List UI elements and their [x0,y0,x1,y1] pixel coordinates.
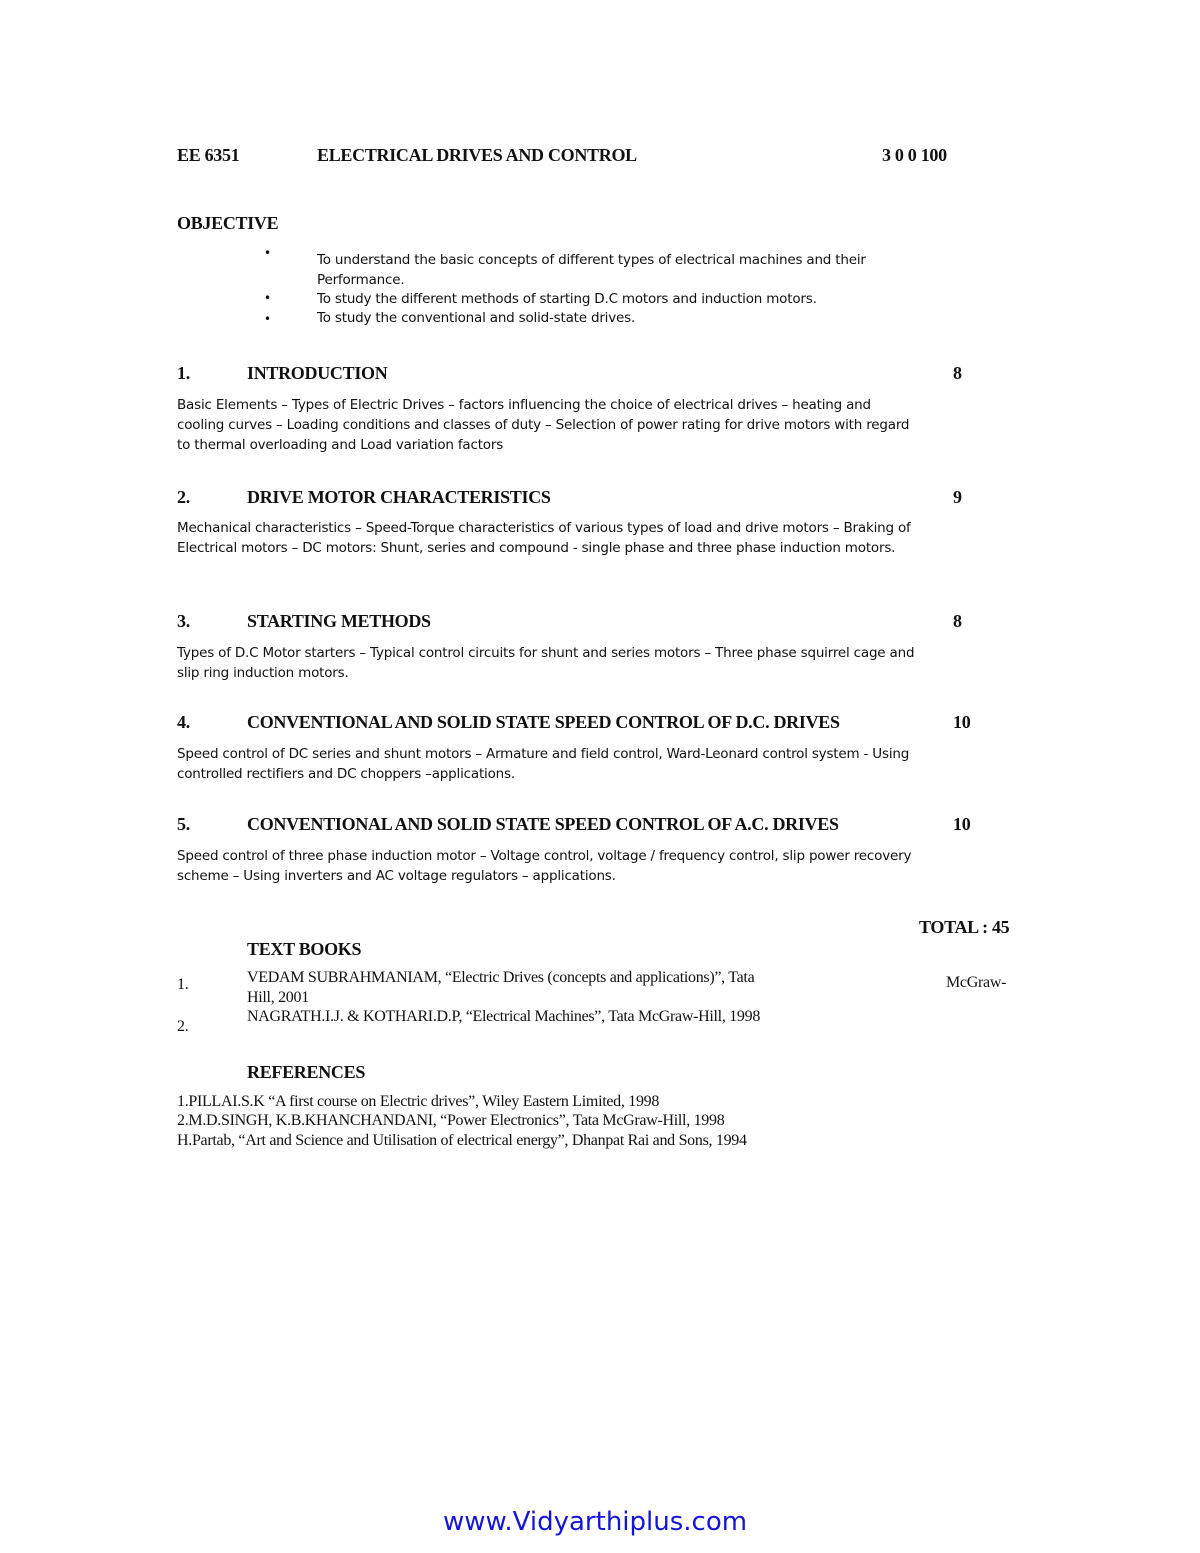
unit-hours: 9 [953,487,962,507]
bullet-icon: • [264,312,272,326]
objective-heading: OBJECTIVE [177,213,279,233]
reference-item: 2.M.D.SINGH, K.B.KHANCHANDANI, “Power Electronics”, Tata McGraw-Hill, 1998 [177,1112,725,1129]
unit-number: 1. [177,363,190,383]
course-code: EE 6351 [177,145,240,165]
textbook-item-continuation: McGraw- [946,974,1007,991]
unit-hours: 8 [953,611,962,631]
textbook-item: Hill, 2001 [247,989,309,1006]
unit-title: STARTING METHODS [247,611,431,631]
reference-item: 1.PILLAI.S.K “A first course on Electric drives”, Wiley Eastern Limited, 1998 [177,1093,660,1110]
objective-item: To understand the basic concepts of different types of electrical machines and their Performance. [317,252,866,288]
bullet-icon: • [264,291,272,305]
total-hours: TOTAL : 45 [919,917,1010,937]
footer-website-link[interactable]: www.Vidyarthiplus.com [443,1507,748,1537]
reference-item: H.Partab, “Art and Science and Utilisation of electrical energy”, Dhanpat Rai and Sons, 1994 [177,1132,747,1149]
unit-content: Speed control of three phase induction motor – Voltage control, voltage / frequency control, slip power recovery scheme – Using inverters and AC voltage regulators – applications. [177,848,912,884]
unit-number: 4. [177,712,190,732]
unit-content: Speed control of DC series and shunt motors – Armature and field control, Ward-Leonard control system - Using controlled rectifiers and DC choppers –applications. [177,746,910,782]
course-title: ELECTRICAL DRIVES AND CONTROL [317,145,637,165]
textbooks-heading: TEXT BOOKS [247,939,362,959]
unit-title: INTRODUCTION [247,363,388,383]
textbook-item: NAGRATH.I.J. & KOTHARI.D.P, “Electrical Machines”, Tata McGraw-Hill, 1998 [247,1008,761,1025]
references-heading: REFERENCES [247,1062,366,1082]
textbook-number: 1. [177,976,189,993]
textbook-number: 2. [177,1018,189,1035]
objective-item: To study the conventional and solid-state drives. [317,310,636,326]
unit-hours: 8 [953,363,962,383]
unit-hours: 10 [953,712,971,732]
unit-content: Basic Elements – Types of Electric Drives – factors influencing the choice of electrical drives – heating and cooling curves – Loading conditions and classes of duty – Selection of power rating for drive motors with regard to thermal overloading and Load variation factors [177,397,910,453]
unit-number: 3. [177,611,190,631]
unit-number: 5. [177,814,190,834]
unit-title: CONVENTIONAL AND SOLID STATE SPEED CONTROL OF D.C. DRIVES [247,712,840,732]
objective-item: To study the different methods of starting D.C motors and induction motors. [317,291,817,307]
unit-hours: 10 [953,814,971,834]
unit-title: CONVENTIONAL AND SOLID STATE SPEED CONTROL OF A.C. DRIVES [247,814,839,834]
textbook-item: VEDAM SUBRAHMANIAM, “Electric Drives (concepts and applications)”, Tata [247,969,755,986]
unit-title: DRIVE MOTOR CHARACTERISTICS [247,487,551,507]
unit-content: Types of D.C Motor starters – Typical control circuits for shunt and series motors – Three phase squirrel cage and slip ring induction motors. [177,645,915,681]
course-credits: 3 0 0 100 [882,145,947,165]
bullet-icon: • [264,246,272,260]
unit-number: 2. [177,487,190,507]
unit-content: Mechanical characteristics – Speed-Torque characteristics of various types of load and drive motors – Braking of Electrical motors – DC motors: Shunt, series and compound - single phase and three phase induction motors. [177,520,911,556]
